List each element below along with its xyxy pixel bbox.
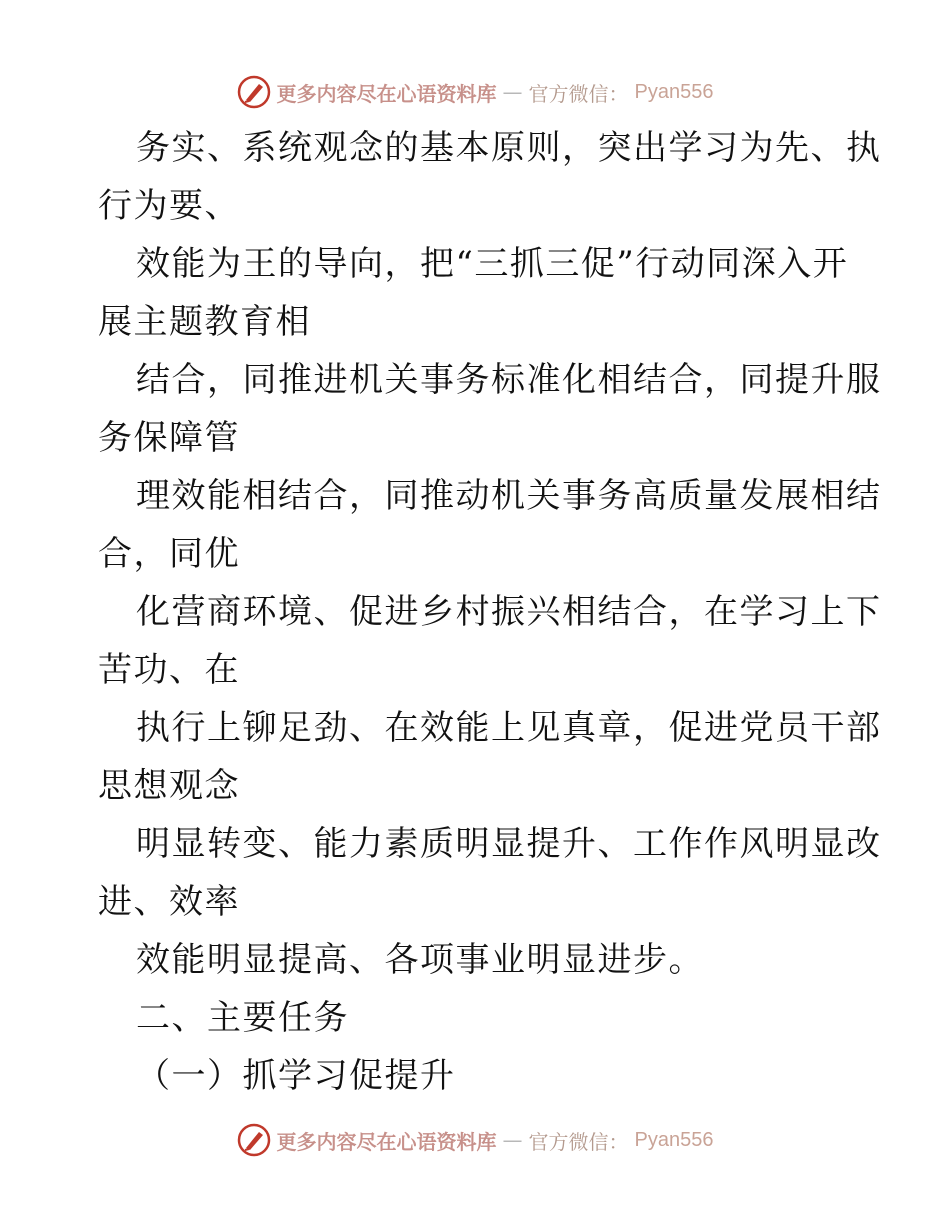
official-wechat-label: 官方微信：: [528, 81, 629, 106]
wechat-id: Pyan556: [634, 1128, 714, 1151]
body-line: 执行上铆足劲、在效能上见真章，促进党员干部: [136, 708, 882, 748]
banner-dash: —: [502, 80, 523, 104]
body-line: 苦功、在: [98, 650, 240, 690]
subsection-heading: （一）抓学习促提升: [136, 1056, 456, 1096]
body-line: 展主题教育相: [98, 302, 311, 342]
header-watermark-banner: [0, 72, 950, 112]
body-line: 效能为王的导向，把“三抓三促”行动同深入开: [136, 244, 849, 284]
body-line: 效能明显提高、各项事业明显进步。: [136, 940, 704, 980]
footer-watermark-banner: [0, 1120, 950, 1160]
brand-text: 更多内容尽在心语资料库: [276, 81, 497, 106]
body-line: 合，同优: [98, 534, 240, 574]
quill-pen-circle-icon: [237, 1123, 271, 1157]
wechat-id: Pyan556: [634, 80, 714, 103]
body-line: 思想观念: [98, 766, 240, 806]
body-line: 理效能相结合，同推动机关事务高质量发展相结: [136, 476, 882, 516]
banner-dash: —: [502, 1128, 523, 1152]
quill-pen-circle-icon: [237, 75, 271, 109]
body-line: 务保障管: [98, 418, 240, 458]
official-wechat-label: 官方微信：: [528, 1129, 629, 1154]
body-line: 进、效率: [98, 882, 240, 922]
body-line: 结合，同推进机关事务标准化相结合，同提升服: [136, 360, 882, 400]
section-heading: 二、主要任务: [136, 998, 349, 1038]
body-line: 明显转变、能力素质明显提升、工作作风明显改: [136, 824, 882, 864]
body-line: 务实、系统观念的基本原则，突出学习为先、执: [136, 128, 882, 168]
body-line: 行为要、: [98, 186, 240, 226]
brand-text: 更多内容尽在心语资料库: [276, 1129, 497, 1154]
body-line: 化营商环境、促进乡村振兴相结合，在学习上下: [136, 592, 882, 632]
